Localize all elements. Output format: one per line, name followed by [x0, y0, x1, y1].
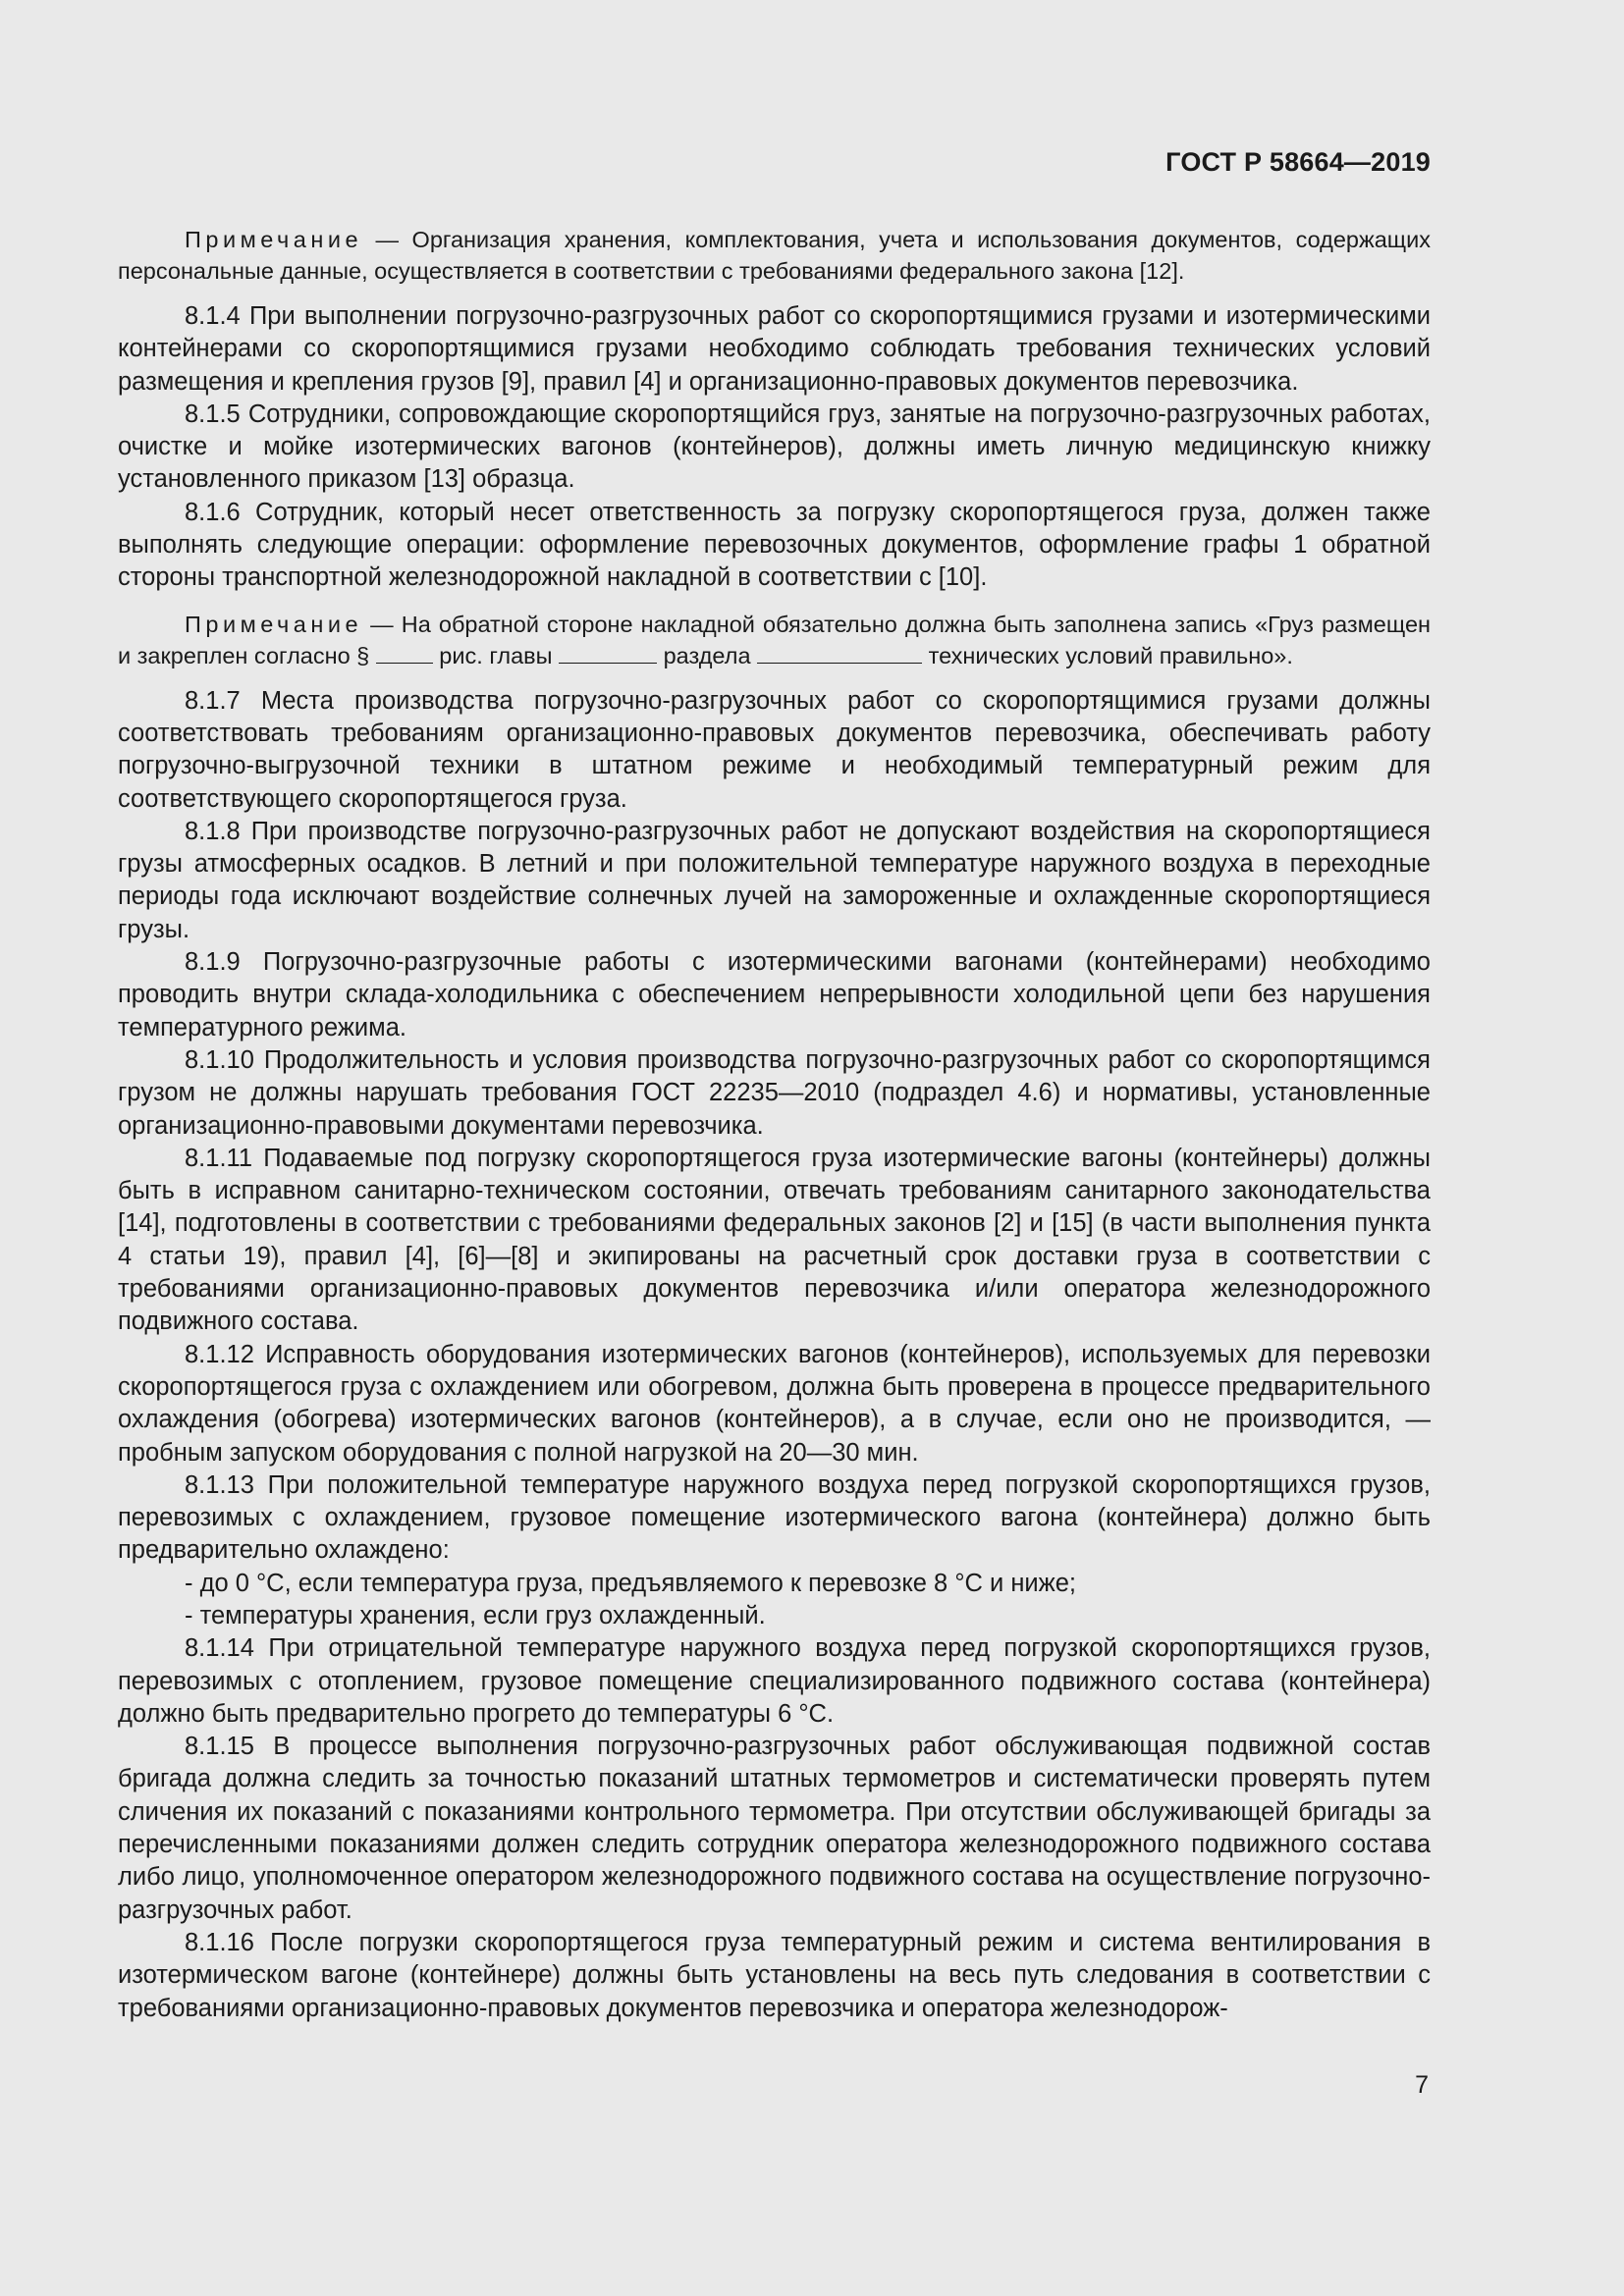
blank-chapter-field	[559, 643, 657, 664]
blank-paragraph-field	[376, 643, 433, 664]
note-waybill-record	[118, 609, 1431, 671]
note-text-part4: технических условий правильно».	[922, 642, 1293, 668]
paragraph-8-1-4: 8.1.4 При выполнении погрузочно-разгрузочных работ со скоропортящимися грузами и изотермическими контейнерами со скоропортящимися грузами необходимо соблюдать требования технических условий размещения и крепления грузов [9], правил [4] и организационно-правовых документов перевозчика.	[118, 302, 1431, 396]
paragraph-8-1-6: 8.1.6 Сотрудник, который несет ответственность за погрузку скоропортящегося груза, должен также выполнять следующие операции: оформление перевозочных документов, оформление графы 1 обратной стороны транспортной железнодорожной накладной в соответствии с [10].	[118, 498, 1431, 592]
note-text: — Организация хранения, комплектования, учета и использования документов, содержащих персональные данные, осуществляется в соответствии с требованиями федерального закона [12].	[118, 227, 1431, 284]
paragraph-8-1-8: 8.1.8 При производстве погрузочно-разгрузочных работ не допускают воздействия на скоропортящиеся грузы атмосферных осадков. В летний и при положительной температуре наружного воздуха в переходные периоды года исключают воздействие солнечных лучей на замороженные и охлажденные скоропортящиеся грузы.	[118, 817, 1431, 943]
document-header: ГОСТ Р 58664—2019	[1165, 147, 1431, 177]
note-text-part1: — На обратной стороне накладной обязательно должна быть заполнена запись «Груз размещен и закреплен согласно §	[118, 611, 1431, 668]
note-text-part3: раздела	[657, 642, 758, 668]
blank-section-field	[757, 643, 922, 664]
note-personal-data	[118, 224, 1431, 287]
paragraph-8-1-7: 8.1.7 Места производства погрузочно-разгрузочных работ со скоропортящимися грузами должны соответствовать требованиям организационно-правовых документов перевозчика, обеспечивать работу погрузочно-выгрузочной техники в штатном режиме и необходимый температурный режим для соответствующего скоропортящегося груза.	[118, 686, 1431, 813]
paragraph-8-1-10: 8.1.10 Продолжительность и условия производства погрузочно-разгрузочных работ со скоропортящимся грузом не должны нарушать требования ГОСТ 22235—2010 (подраздел 4.6) и нормативы, установленные организационно-правовыми документами перевозчика.	[118, 1045, 1431, 1140]
list-item: - до 0 °С, если температура груза, предъявляемого к перевозке 8 °С и ниже;	[185, 1569, 1077, 1597]
document-body	[118, 224, 1431, 2025]
note-label: Примечание	[185, 611, 363, 637]
paragraph-8-1-12: 8.1.12 Исправность оборудования изотермических вагонов (контейнеров), используемых для перевозки скоропортящегося груза с охлаждением или обогревом, должна быть проверена в процессе предварительного охлаждения (обогрева) изотермических вагонов (контейнеров), а в случае, если оно не производится, — пробным запуском оборудования с полной нагрузкой на 20—30 мин.	[118, 1340, 1431, 1467]
page-number: 7	[1415, 2071, 1429, 2099]
list-item: - температуры хранения, если груз охлажденный.	[185, 1601, 766, 1629]
paragraph-8-1-13: 8.1.13 При положительной температуре наружного воздуха перед погрузкой скоропортящихся грузов, перевозимых с охлаждением, грузовое помещение изотермического вагона (контейнера) должно быть предварительно охлаждено:	[118, 1470, 1431, 1565]
paragraph-8-1-15: 8.1.15 В процессе выполнения погрузочно-разгрузочных работ обслуживающая подвижной состав бригада должна следить за точностью показаний штатных термометров и систематически проверять путем сличения их показаний с показаниями контрольного термометра. При отсутствии обслуживающей бригады за перечисленными показаниями должен следить сотрудник оператора железнодорожного подвижного состава либо лицо, уполномоченное оператором железнодорожного подвижного состава на осуществление погрузочно-разгрузочных работ.	[118, 1733, 1431, 1924]
note-label: Примечание	[185, 227, 363, 252]
paragraph-8-1-16: 8.1.16 После погрузки скоропортящегося груза температурный режим и система вентилирования в изотермическом вагоне (контейнере) должны быть установлены на весь путь следования в соответствии с требованиями организационно-правовых документов перевозчика и оператора железнодорож-	[118, 1928, 1431, 2022]
paragraph-8-1-5: 8.1.5 Сотрудники, сопровождающие скоропортящийся груз, занятые на погрузочно-разгрузочных работах, очистке и мойке изотермических вагонов (контейнеров), должны иметь личную медицинскую книжку установленного приказом [13] образца.	[118, 400, 1431, 494]
paragraph-8-1-14: 8.1.14 При отрицательной температуре наружного воздуха перед погрузкой скоропортящихся грузов, перевозимых с отоплением, грузовое помещение специализированного подвижного состава (контейнера) должно быть предварительно прогрето до температуры 6 °С.	[118, 1634, 1431, 1728]
paragraph-8-1-11: 8.1.11 Подаваемые под погрузку скоропортящегося груза изотермические вагоны (контейнеры) должны быть в исправном санитарно-техническом состоянии, отвечать требованиям санитарного законодательства [14], подготовлены в соответствии с требованиями федеральных законов [2] и [15] (в части выполнения пункта 4 статьи 19), правил [4], [6]—[8] и экипированы на расчетный срок доставки груза в соответствии с требованиями организационно-правовых документов перевозчика и/или оператора железнодорожного подвижного состава.	[118, 1144, 1431, 1336]
paragraph-8-1-9: 8.1.9 Погрузочно-разгрузочные работы с изотермическими вагонами (контейнерами) необходимо проводить внутри склада-холодильника с обеспечением непрерывности холодильной цепи без нарушения температурного режима.	[118, 948, 1431, 1041]
note-text-part2: рис. главы	[432, 642, 560, 668]
